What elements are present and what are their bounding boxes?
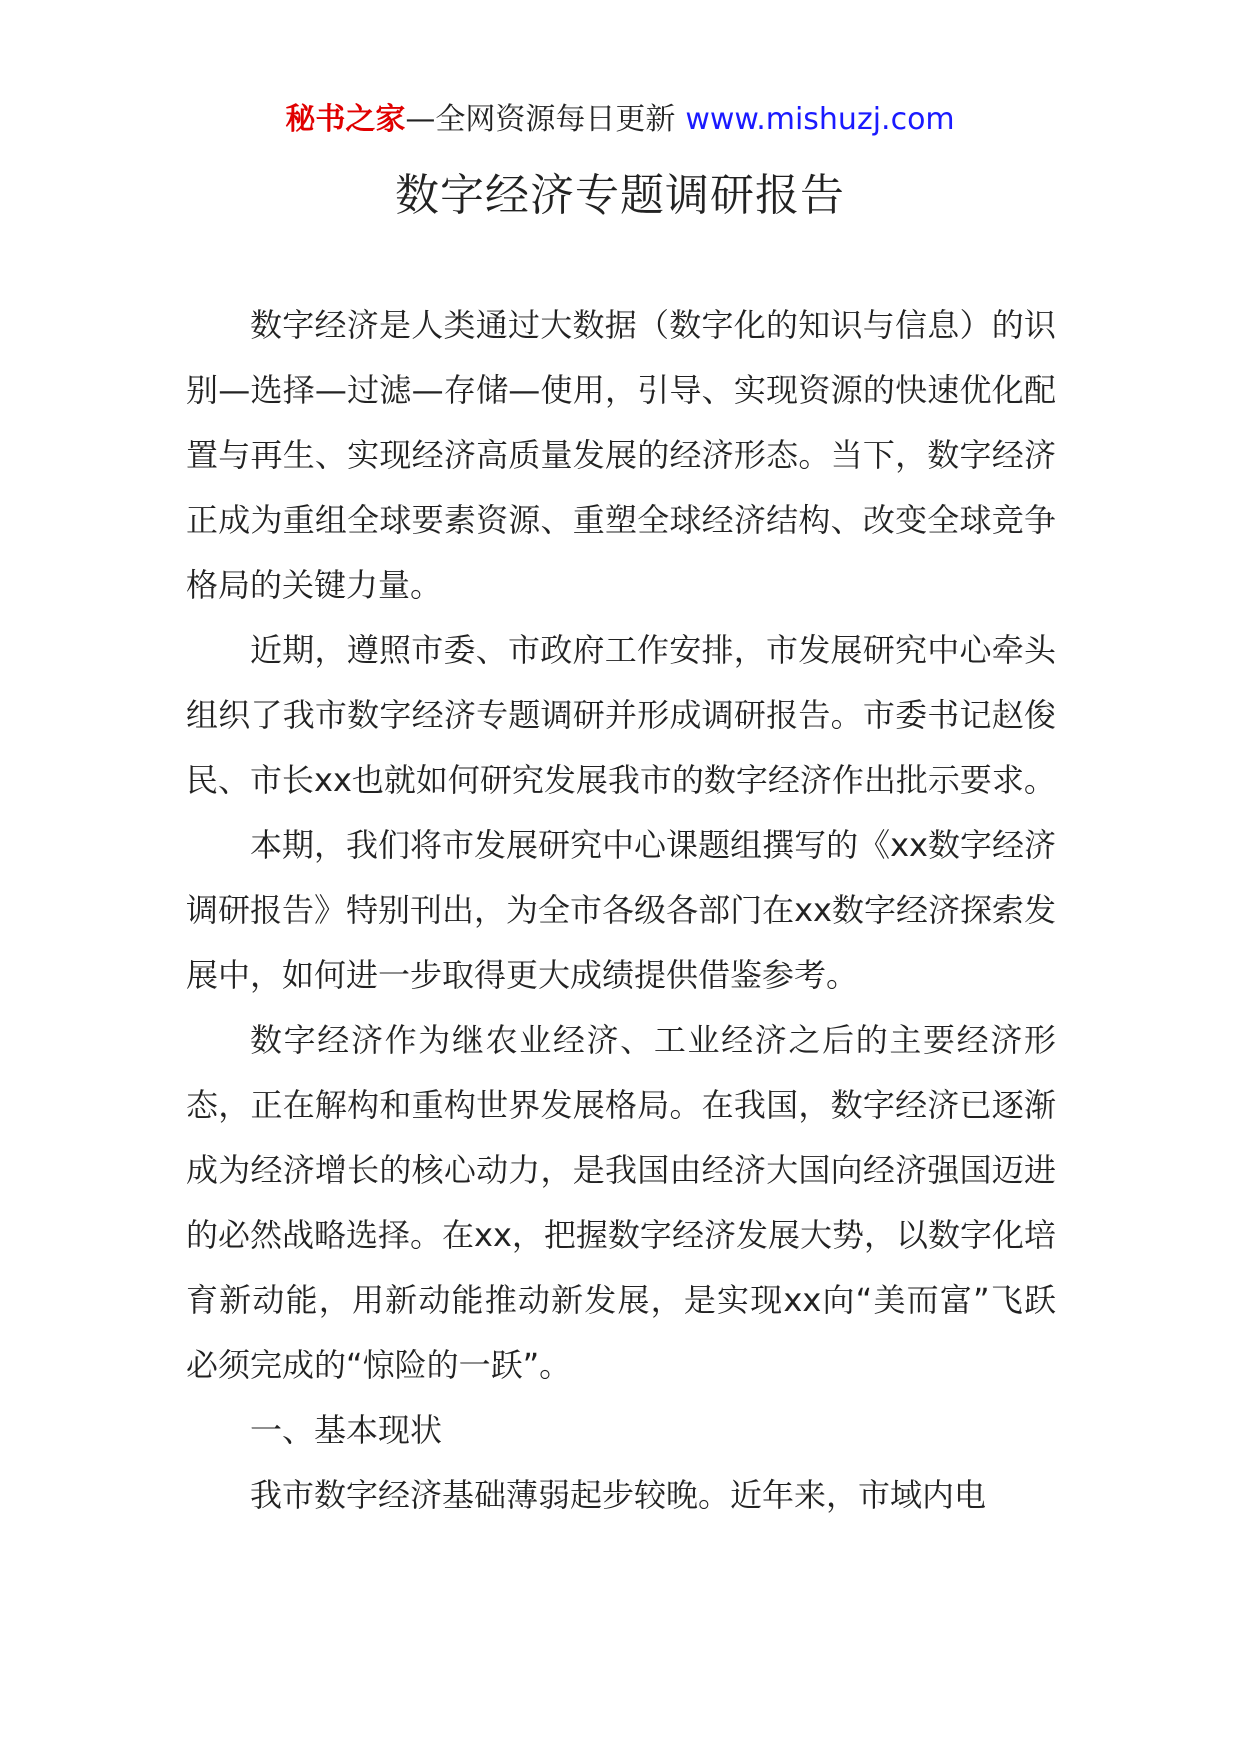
document-body (186, 293, 1056, 1528)
section-heading: 一、基本现状 (250, 1411, 443, 1449)
paragraph-5: 我市数字经济基础薄弱起步较晚。近年来，市域内电 (250, 1476, 987, 1514)
paragraph-1: 数字经济是人类通过大数据（数字化的知识与信息）的识别—选择—过滤—存储—使用，引导、实现资源的快速优化配置与再生、实现经济高质量发展的经济形态。当下，数字经济正成为重组全球要素资源、重塑全球经济结构、改变全球竞争格局的关键力量。 (186, 306, 1056, 604)
site-brand: 秘书之家 (285, 102, 406, 137)
site-tagline: —全网资源每日更新 (405, 102, 676, 137)
paragraph-2: 近期，遵照市委、市政府工作安排，市发展研究中心牵头组织了我市数字经济专题调研并形成调研报告。市委书记赵俊民、市长xx也就如何研究发展我市的数字经济作出批示要求。 (186, 631, 1056, 799)
site-header (0, 100, 1240, 140)
paragraph-4: 数字经济作为继农业经济、工业经济之后的主要经济形态，正在解构和重构世界发展格局。在我国，数字经济已逐渐成为经济增长的核心动力，是我国由经济大国向经济强国迈进的必然战略选择。在xx，把握数字经济发展大势，以数字化培育新动能，用新动能推动新发展，是实现xx向“美而富”飞跃必须完成的“惊险的一跃”。 (186, 1021, 1056, 1384)
site-url-link[interactable]: www.mishuzj.com (685, 102, 955, 137)
document-title: 数字经济专题调研报告 (395, 170, 845, 221)
paragraph-3: 本期，我们将市发展研究中心课题组撰写的《xx数字经济调研报告》特别刊出，为全市各级各部门在xx数字经济探索发展中，如何进一步取得更大成绩提供借鉴参考。 (186, 826, 1056, 994)
